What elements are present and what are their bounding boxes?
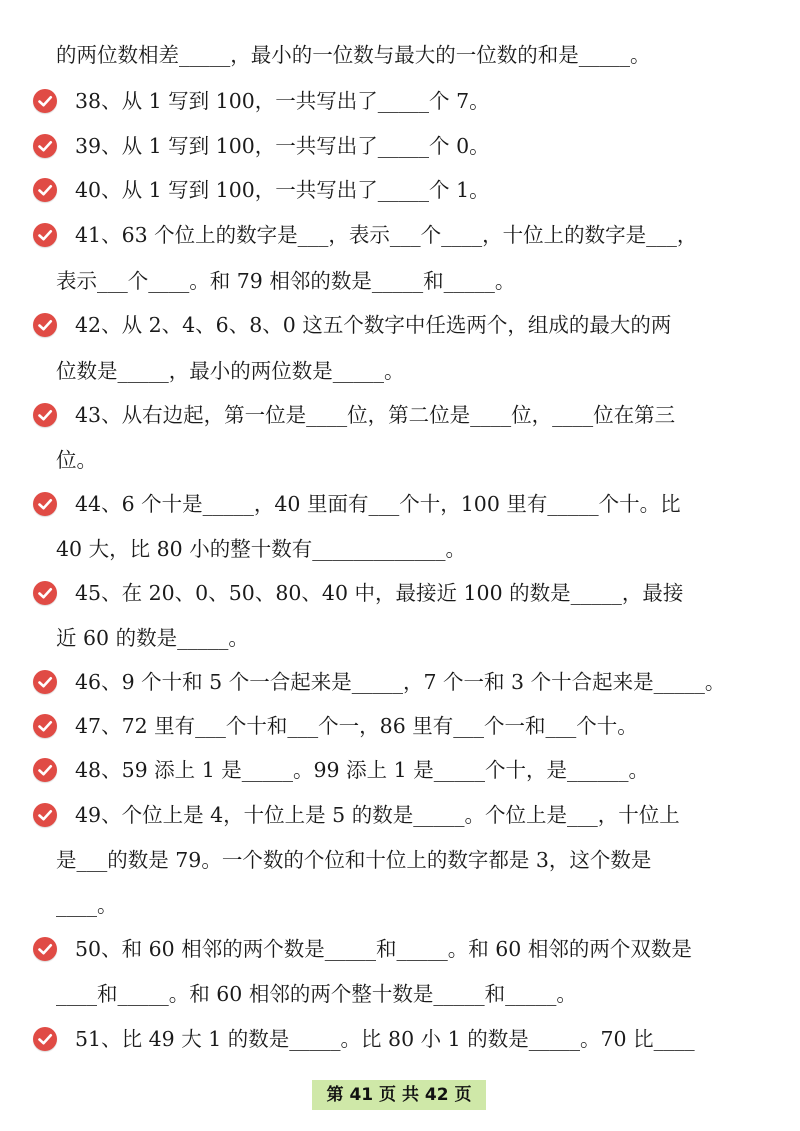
question-continuation: 近 60 的数是_____。 xyxy=(56,626,249,650)
question-line: 48、59 添上 1 是_____。99 添上 1 是_____个十，是______。 xyxy=(75,758,649,782)
question-line: 45、在 20、0、50、80、40 中，最接近 100 的数是_____，最接 xyxy=(75,581,684,605)
question-line: 42、从 2、4、6、8、0 这五个数字中任选两个，组成的最大的两 xyxy=(75,313,672,337)
question-line: 40、从 1 写到 100，一共写出了_____个 1。 xyxy=(75,178,490,202)
question-continuation: 的两位数相差_____，最小的一位数与最大的一位数的和是_____。 xyxy=(56,43,651,67)
question-continuation: 表示___个____。和 79 相邻的数是_____和_____。 xyxy=(56,269,516,293)
question-line: 50、和 60 相邻的两个数是_____和_____。和 60 相邻的两个双数是 xyxy=(75,937,692,961)
question-continuation: 是___的数是 79。一个数的个位和十位上的数字都是 3，这个数是 xyxy=(56,848,652,872)
question-continuation: ____。 xyxy=(56,893,118,917)
page-footer: 第 41 页 共 42 页 xyxy=(312,1080,486,1110)
question-continuation: 位。 xyxy=(56,448,97,472)
question-continuation: 40 大，比 80 小的整十数有_____________。 xyxy=(56,537,466,561)
question-line: 47、72 里有___个十和___个一，86 里有___个一和___个十。 xyxy=(75,714,638,738)
question-continuation: ____和_____。和 60 相邻的两个整十数是_____和_____。 xyxy=(56,982,577,1006)
question-line: 49、个位上是 4，十位上是 5 的数是_____。个位上是___，十位上 xyxy=(75,803,680,827)
question-line: 39、从 1 写到 100，一共写出了_____个 0。 xyxy=(75,134,490,158)
question-continuation: 位数是_____，最小的两位数是_____。 xyxy=(56,359,405,383)
question-line: 46、9 个十和 5 个一合起来是_____，7 个一和 3 个十合起来是_____。 xyxy=(75,670,726,694)
question-line: 44、6 个十是_____，40 里面有___个十，100 里有_____个十。比 xyxy=(75,492,681,516)
question-line: 38、从 1 写到 100，一共写出了_____个 7。 xyxy=(75,89,490,113)
question-line: 43、从右边起，第一位是____位，第二位是____位，____位在第三 xyxy=(75,403,676,427)
question-line: 51、比 49 大 1 的数是_____。比 80 小 1 的数是_____。70 比____ xyxy=(75,1027,695,1051)
question-line: 41、63 个位上的数字是___，表示___个____，十位上的数字是___， xyxy=(75,223,698,247)
